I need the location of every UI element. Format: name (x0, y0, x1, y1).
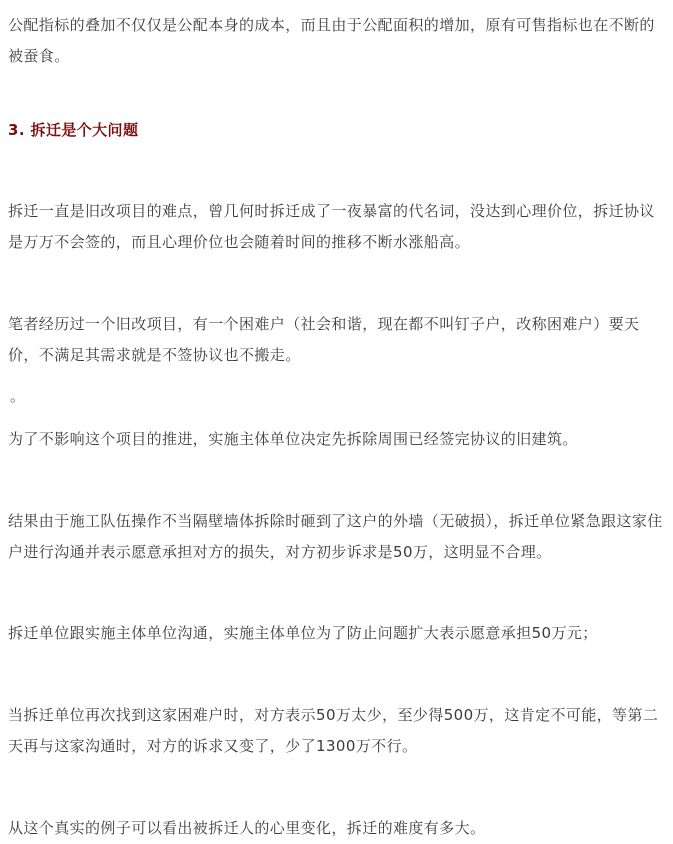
paragraph-conclusion: 从这个真实的例子可以看出被拆迁人的心里变化，拆迁的难度有多大。 (8, 819, 486, 837)
paragraph-wall-damage: 结果由于施工队伍操作不当隔壁墙体拆除时砸到了这户的外墙（无破损），拆迁单位紧急跟这家住户进行沟通并表示愿意承担对方的损失，对方初步诉求是50万，这明显不合理。 (8, 512, 663, 561)
stray-punctuation: 。 (10, 387, 26, 405)
section-heading: 3. 拆迁是个大问题 (8, 121, 139, 139)
paragraph-compensation-offer: 拆迁单位跟实施主体单位沟通，实施主体单位为了防止问题扩大表示愿意承担50万元； (8, 624, 598, 642)
paragraph-demolition-difficulty: 拆迁一直是旧改项目的难点，曾几何时拆迁成了一夜暴富的代名词，没达到心理价位，拆迁协议是万万不会签的，而且心理价位也会随着时间的推移不断水涨船高。 (8, 202, 655, 251)
paragraph-public-facilities: 公配指标的叠加不仅仅是公配本身的成本，而且由于公配面积的增加，原有可售指标也在不断的被蚕食。 (8, 16, 655, 65)
paragraph-project-advance: 为了不影响这个项目的推进，实施主体单位决定先拆除周围已经签完协议的旧建筑。 (8, 430, 578, 448)
paragraph-difficult-household: 笔者经历过一个旧改项目，有一个困难户（社会和谐，现在都不叫钉子户，改称困难户）要天价，不满足其需求就是不签协议也不搬走。 (8, 315, 640, 364)
paragraph-escalating-demand: 当拆迁单位再次找到这家困难户时，对方表示50万太少，至少得500万，这肯定不可能，等第二天再与这家沟通时，对方的诉求又变了，少了1300万不行。 (8, 706, 659, 755)
